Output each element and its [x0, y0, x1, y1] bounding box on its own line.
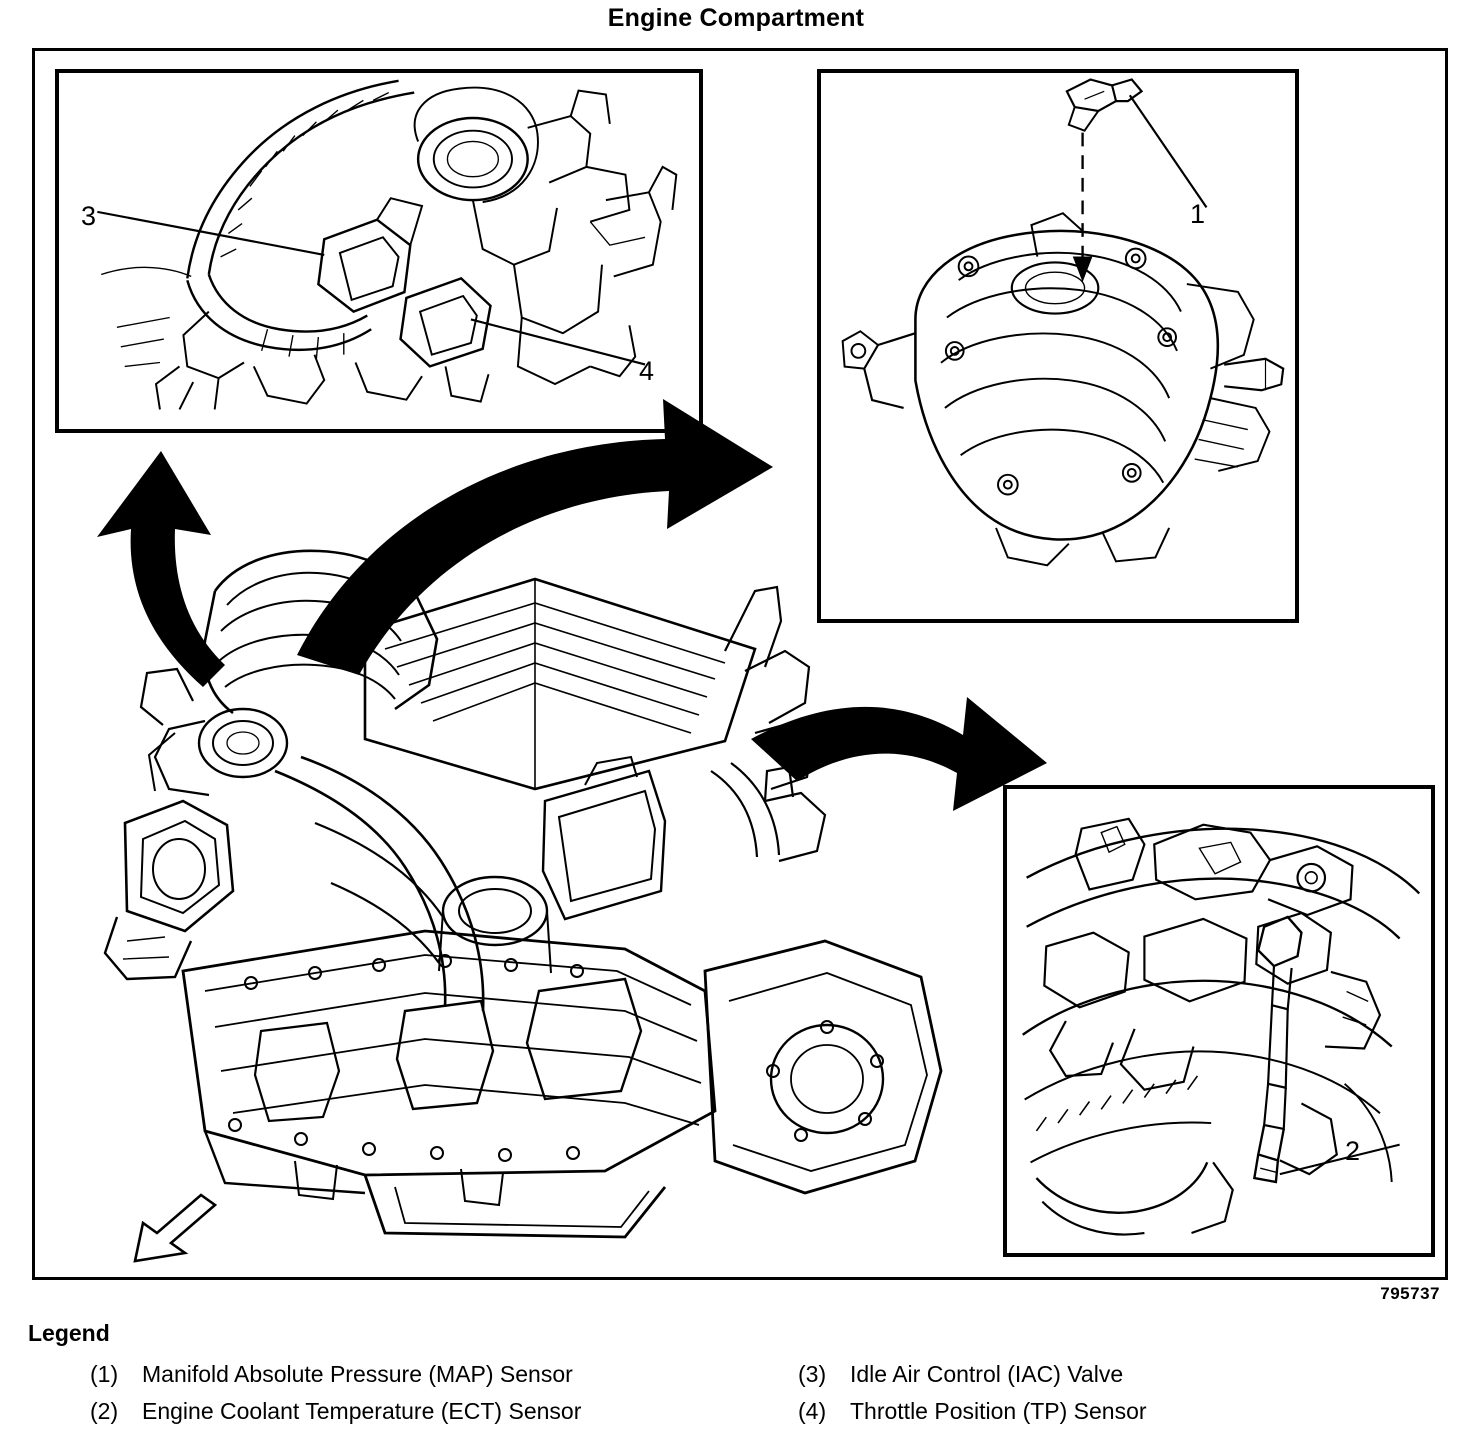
iac-valve-body — [318, 198, 422, 311]
iac-tp-illustration — [59, 73, 699, 429]
tp-sensor-body — [401, 278, 491, 401]
legend-item-4 — [788, 1398, 1428, 1425]
legend-key: (1) — [90, 1361, 119, 1387]
callout-3-leader — [97, 212, 324, 255]
callout-number-1: 1 — [1190, 199, 1206, 229]
ect-sensor-body — [1254, 917, 1301, 1182]
legend-label: Engine Coolant Temperature (ECT) Sensor — [142, 1398, 582, 1424]
page-title: Engine Compartment — [607, 4, 865, 32]
legend-row — [28, 1398, 1448, 1425]
engine-assembly-illustration — [65, 471, 945, 1271]
callout-number-4: 4 — [639, 356, 655, 386]
view-direction-arrow — [135, 1195, 215, 1261]
callout-1-leader — [1130, 95, 1207, 207]
map-sensor-body — [1067, 79, 1142, 130]
legend-grid — [28, 1361, 1448, 1425]
callout-2-leader — [1280, 1145, 1400, 1174]
inset-panel-iac-tp — [55, 69, 703, 433]
legend-title: Legend — [28, 1320, 110, 1346]
legend-label: Idle Air Control (IAC) Valve — [850, 1361, 1124, 1387]
callout-4-leader — [471, 319, 645, 364]
legend-label: Throttle Position (TP) Sensor — [850, 1398, 1147, 1424]
legend-label: Manifold Absolute Pressure (MAP) Sensor — [142, 1361, 573, 1387]
callout-number-2: 2 — [1345, 1136, 1361, 1166]
legend — [28, 1320, 1448, 1435]
legend-item-2 — [28, 1398, 788, 1425]
legend-item-3 — [788, 1361, 1428, 1388]
inset-panel-ect — [1003, 785, 1435, 1257]
callout-number-3: 3 — [81, 201, 97, 231]
legend-key: (3) — [798, 1361, 827, 1387]
legend-row — [28, 1361, 1448, 1388]
legend-key: (4) — [798, 1398, 827, 1424]
figure-frame — [32, 48, 1448, 1280]
legend-key: (2) — [90, 1398, 119, 1424]
figure-id-number: 795737 — [1380, 1284, 1440, 1303]
ect-illustration — [1007, 789, 1431, 1253]
legend-item-1 — [28, 1361, 788, 1388]
